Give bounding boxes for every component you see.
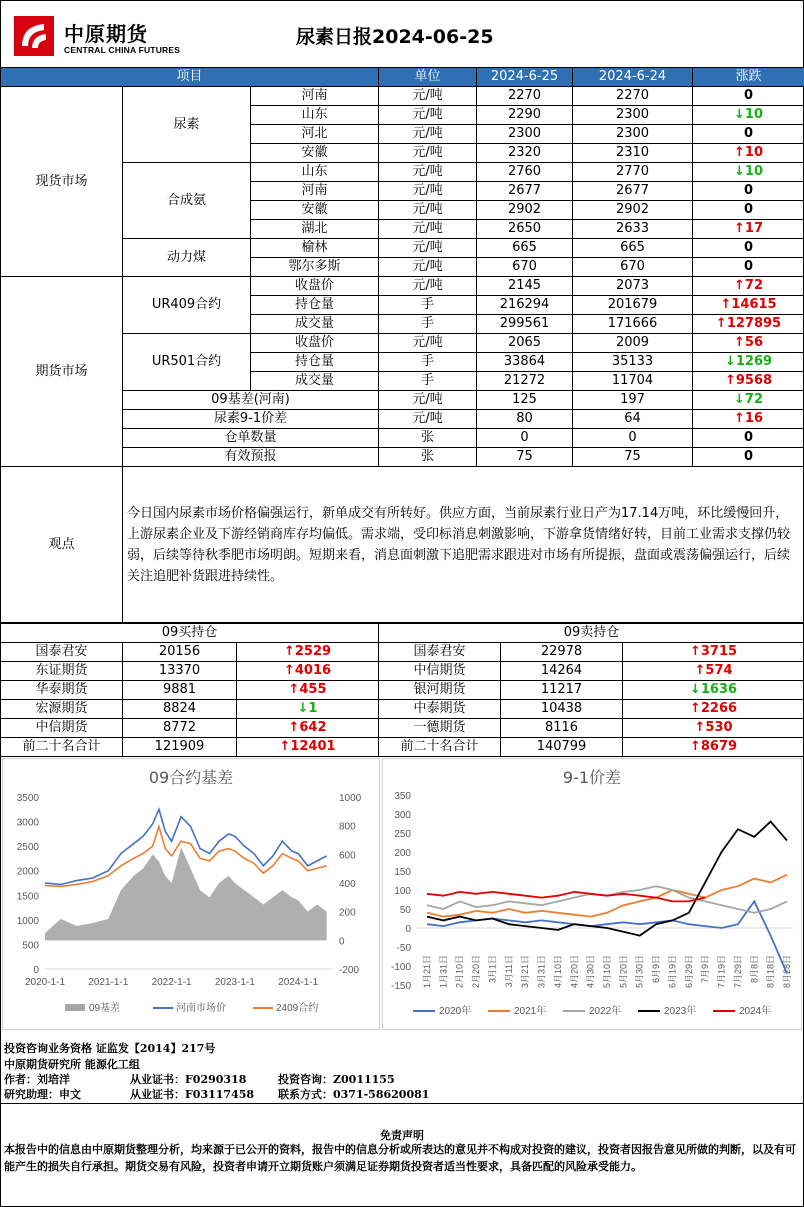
report-header — [0, 0, 804, 67]
row-value-previous: 2073 — [573, 277, 693, 296]
positions-header-row — [1, 624, 804, 643]
row-value-previous: 11704 — [573, 372, 693, 391]
row-value-previous: 2633 — [573, 220, 693, 239]
buy-change: ↑642 — [237, 719, 379, 738]
row-unit: 元/吨 — [379, 144, 477, 163]
row-value-current: 2320 — [477, 144, 573, 163]
y-tick-label: 300 — [394, 810, 411, 821]
sell-change: ↑574 — [623, 662, 804, 681]
footer-assistant: 研究助理：申文 — [4, 1088, 81, 1101]
x-tick-label: 7月19日 — [716, 955, 727, 989]
sell-broker: 中信期货 — [379, 662, 501, 681]
row-change: 0 — [693, 258, 804, 277]
sell-volume: 22978 — [501, 643, 623, 662]
col-header-unit: 单位 — [379, 68, 477, 87]
logo-english-name: CENTRAL CHINA FUTURES — [64, 45, 181, 55]
row-change: ↓10 — [693, 106, 804, 125]
row-name: 收盘价 — [251, 277, 379, 296]
sell-broker: 前二十名合计 — [379, 738, 501, 757]
basis-chart — [2, 758, 380, 1030]
company-logo-icon — [14, 16, 54, 56]
footer-author-consult: 投资咨询：Z0011155 — [278, 1073, 395, 1086]
y-right-tick-label: 800 — [339, 821, 356, 833]
row-name: 河南 — [251, 182, 379, 201]
positions-row — [1, 662, 804, 681]
row-name: 安徽 — [251, 144, 379, 163]
legend-label-basis: 09基差 — [89, 1003, 121, 1014]
row-value-current: 0 — [477, 429, 573, 448]
legend-label: 2023年 — [664, 1006, 697, 1017]
sell-volume: 14264 — [501, 662, 623, 681]
section-label: 期货市场 — [1, 277, 123, 467]
y-tick-label: -100 — [390, 962, 411, 973]
col-header-change: 涨跌 — [693, 68, 804, 87]
group-label: 动力煤 — [123, 239, 251, 277]
view-label: 观点 — [1, 467, 123, 623]
row-value-current: 2760 — [477, 163, 573, 182]
row-unit: 张 — [379, 448, 477, 467]
row-name: 湖北 — [251, 220, 379, 239]
row-value-current: 299561 — [477, 315, 573, 334]
row-change: ↑16 — [693, 410, 804, 429]
x-tick-label: 5月30日 — [634, 955, 645, 989]
sell-volume: 11217 — [501, 681, 623, 700]
x-tick-label: 2024-1-1 — [278, 977, 319, 988]
row-value-current: 2300 — [477, 125, 573, 144]
x-tick-label: 5月20日 — [618, 955, 629, 989]
row-change: 0 — [693, 87, 804, 106]
x-tick-label: 2021-1-1 — [88, 977, 129, 988]
buy-change: ↑455 — [237, 681, 379, 700]
col-header-item: 项目 — [1, 68, 379, 87]
x-tick-label: 8月8日 — [749, 955, 760, 984]
y-tick-label: 150 — [394, 867, 411, 878]
row-unit: 元/吨 — [379, 410, 477, 429]
group-label: UR501合约 — [123, 334, 251, 391]
y-left-tick-label: 1500 — [16, 891, 39, 903]
y-left-tick-label: 500 — [22, 940, 39, 952]
row-name: 河南 — [251, 87, 379, 106]
row-value-previous: 2300 — [573, 125, 693, 144]
x-tick-label: 6月29日 — [683, 955, 694, 989]
x-tick-label: 7月9日 — [700, 955, 711, 984]
y-right-tick-label: 400 — [339, 879, 356, 890]
row-name: 持仓量 — [251, 296, 379, 315]
row-value-current: 75 — [477, 448, 573, 467]
row-name: 榆林 — [251, 239, 379, 258]
row-value-current: 665 — [477, 239, 573, 258]
row-change: ↑10 — [693, 144, 804, 163]
buy-positions-title: 09买持仓 — [1, 624, 379, 643]
x-tick-label: 4月30日 — [585, 955, 596, 989]
y-right-tick-label: -200 — [339, 965, 360, 976]
row-name: 成交量 — [251, 315, 379, 334]
y-left-tick-label: 2000 — [16, 866, 39, 878]
row-value-previous: 2300 — [573, 106, 693, 125]
buy-broker: 华泰期货 — [1, 681, 123, 700]
row-name: 山东 — [251, 106, 379, 125]
row-change: ↑72 — [693, 277, 804, 296]
basis-chart-title: 09合约基差 — [148, 768, 234, 787]
buy-change: ↓1 — [237, 700, 379, 719]
spread-chart — [382, 758, 802, 1030]
row-value-current: 2650 — [477, 220, 573, 239]
row-unit: 元/吨 — [379, 239, 477, 258]
row-unit: 元/吨 — [379, 220, 477, 239]
col-header-date-previous: 2024-6-24 — [573, 68, 693, 87]
row-value-previous: 2770 — [573, 163, 693, 182]
buy-volume: 13370 — [123, 662, 237, 681]
row-unit: 元/吨 — [379, 277, 477, 296]
y-right-tick-label: 1000 — [339, 793, 362, 804]
y-right-tick-label: 0 — [339, 936, 345, 948]
row-unit: 元/吨 — [379, 106, 477, 125]
legend-label-henan: 河南市场价 — [176, 1003, 226, 1014]
y-tick-label: 0 — [405, 924, 411, 935]
legend-label-2409: 2409合约 — [276, 1003, 319, 1014]
row-name: 仓单数量 — [123, 429, 379, 448]
row-change: ↑17 — [693, 220, 804, 239]
footer-assistant-cert: 从业证书：F03117458 — [130, 1088, 255, 1101]
row-unit: 元/吨 — [379, 391, 477, 410]
sell-positions-title: 09卖持仓 — [379, 624, 804, 643]
row-change: ↓10 — [693, 163, 804, 182]
buy-broker: 东证期货 — [1, 662, 123, 681]
legend-label: 2024年 — [739, 1006, 772, 1017]
positions-row — [1, 738, 804, 757]
buy-broker: 宏源期货 — [1, 700, 123, 719]
table-header-row — [1, 68, 804, 87]
row-unit: 手 — [379, 353, 477, 372]
row-unit: 元/吨 — [379, 258, 477, 277]
x-tick-label: 1月31日 — [438, 955, 449, 989]
y-tick-label: 50 — [399, 905, 411, 916]
y-tick-label: 350 — [394, 791, 411, 802]
y-left-tick-label: 2500 — [16, 842, 39, 854]
y-right-tick-label: 600 — [339, 850, 356, 862]
sell-change: ↑8679 — [623, 738, 804, 757]
sell-broker: 中泰期货 — [379, 700, 501, 719]
logo-chinese-name: 中原期货 — [64, 22, 148, 46]
sell-volume: 10438 — [501, 700, 623, 719]
spread-chart-plot — [383, 759, 801, 1029]
row-value-current: 80 — [477, 410, 573, 429]
legend-label: 2021年 — [514, 1006, 547, 1017]
positions-row — [1, 700, 804, 719]
buy-volume: 8824 — [123, 700, 237, 719]
series-line-2022年 — [427, 886, 787, 913]
legend-swatch-basis — [65, 1004, 85, 1011]
basis-area — [45, 847, 327, 940]
x-tick-label: 7月29日 — [732, 955, 743, 989]
report-title: 尿素日报2024-06-25 — [296, 26, 494, 48]
sell-volume: 8116 — [501, 719, 623, 738]
y-tick-label: -50 — [396, 943, 411, 954]
x-tick-label: 3月21日 — [520, 955, 531, 989]
sell-broker: 银河期货 — [379, 681, 501, 700]
sell-broker: 一德期货 — [379, 719, 501, 738]
row-value-previous: 197 — [573, 391, 693, 410]
buy-broker: 国泰君安 — [1, 643, 123, 662]
row-change: 0 — [693, 448, 804, 467]
buy-broker: 中信期货 — [1, 719, 123, 738]
footer-author: 作者：刘培洋 — [4, 1073, 70, 1086]
y-tick-label: 200 — [394, 848, 411, 859]
row-name: 尿素9-1价差 — [123, 410, 379, 429]
row-change: 0 — [693, 429, 804, 448]
row-unit: 元/吨 — [379, 334, 477, 353]
table-row — [1, 87, 804, 106]
row-change: 0 — [693, 239, 804, 258]
row-change: ↑127895 — [693, 315, 804, 334]
row-value-current: 2290 — [477, 106, 573, 125]
row-unit: 元/吨 — [379, 163, 477, 182]
x-tick-label: 4月20日 — [569, 955, 580, 989]
y-tick-label: 100 — [394, 886, 411, 897]
row-unit: 手 — [379, 296, 477, 315]
y-right-tick-label: 200 — [339, 907, 356, 919]
buy-volume: 9881 — [123, 681, 237, 700]
positions-row — [1, 643, 804, 662]
sell-change: ↑530 — [623, 719, 804, 738]
row-value-current: 2677 — [477, 182, 573, 201]
section-label: 现货市场 — [1, 87, 123, 277]
positions-row — [1, 681, 804, 700]
row-name: 有效预报 — [123, 448, 379, 467]
legend-label: 2022年 — [589, 1006, 622, 1017]
row-value-previous: 2677 — [573, 182, 693, 201]
x-tick-label: 2022-1-1 — [151, 977, 192, 988]
col-header-date-current: 2024-6-25 — [477, 68, 573, 87]
row-unit: 元/吨 — [379, 201, 477, 220]
row-value-current: 2065 — [477, 334, 573, 353]
legend-label: 2020年 — [439, 1006, 472, 1017]
row-value-current: 670 — [477, 258, 573, 277]
x-tick-label: 4月10日 — [552, 955, 563, 989]
buy-broker: 前二十名合计 — [1, 738, 123, 757]
x-tick-label: 8月28日 — [782, 955, 792, 989]
buy-change: ↑12401 — [237, 738, 379, 757]
row-value-previous: 75 — [573, 448, 693, 467]
sell-change: ↓1636 — [623, 681, 804, 700]
footer-qualification: 投资咨询业务资格 证监发【2014】217号 — [4, 1042, 216, 1055]
y-tick-label: 250 — [394, 829, 411, 840]
x-tick-label: 3月1日 — [487, 955, 498, 984]
row-name: 收盘价 — [251, 334, 379, 353]
row-value-current: 125 — [477, 391, 573, 410]
disclaimer-title: 免责声明 — [380, 1129, 424, 1142]
row-name: 持仓量 — [251, 353, 379, 372]
row-value-previous: 2270 — [573, 87, 693, 106]
row-value-previous: 35133 — [573, 353, 693, 372]
table-row — [1, 277, 804, 296]
footer-contact: 联系方式：0371-58620081 — [278, 1088, 430, 1101]
row-name: 安徽 — [251, 201, 379, 220]
row-value-previous: 64 — [573, 410, 693, 429]
x-tick-label: 2月10日 — [454, 955, 465, 989]
row-unit: 手 — [379, 315, 477, 334]
positions-table — [0, 623, 804, 757]
y-left-tick-label: 0 — [33, 965, 39, 976]
row-value-previous: 670 — [573, 258, 693, 277]
row-change: ↑9568 — [693, 372, 804, 391]
footer-author-cert: 从业证书：F0290318 — [130, 1073, 247, 1086]
buy-volume: 8772 — [123, 719, 237, 738]
row-change: ↓72 — [693, 391, 804, 410]
view-text: 今日国内尿素市场价格偏强运行，新单成交有所转好。供应方面，当前尿素行业日产为17.14万吨，环比缓慢回升，上游尿素企业及下游经销商库存均偏低。需求端，受印标消息刺激影响，下游拿货情绪好转，目前工业需求支撑仍较弱，后续等待秋季肥市场明朗。短期来看，消息面刺激下追肥需求跟进对市场有所提振，盘面或震荡偏强运行，后续关注追肥补货跟进持续性。 — [123, 467, 804, 623]
row-value-current: 2902 — [477, 201, 573, 220]
x-tick-label: 1月21日 — [422, 955, 432, 989]
row-name: 成交量 — [251, 372, 379, 391]
row-value-previous: 2009 — [573, 334, 693, 353]
row-name: 09基差(河南) — [123, 391, 379, 410]
disclaimer-text: 本报告中的信息由中原期货整理分析，均来源于已公开的资料，报告中的信息分析或所表达的意见并不构成对投资的建议，投资者因报告意见所做的判断，以及有可能产生的损失自行承担。期货交易有风险，投资者申请开立期货账户须满足证券期货投资者适当性要求，具备匹配的风险承受能力。 — [4, 1143, 796, 1173]
market-data-table — [0, 67, 804, 623]
row-value-current: 33864 — [477, 353, 573, 372]
group-label: UR409合约 — [123, 277, 251, 334]
x-tick-label: 8月18日 — [765, 955, 776, 989]
group-label: 尿素 — [123, 87, 251, 163]
row-value-current: 21272 — [477, 372, 573, 391]
row-value-previous: 0 — [573, 429, 693, 448]
row-value-previous: 2310 — [573, 144, 693, 163]
view-row — [1, 467, 804, 623]
positions-row — [1, 719, 804, 738]
row-unit: 手 — [379, 372, 477, 391]
footer-divider — [0, 1103, 804, 1104]
x-tick-label: 5月10日 — [602, 955, 612, 989]
basis-chart-plot — [3, 759, 379, 1029]
row-change: 0 — [693, 182, 804, 201]
row-unit: 张 — [379, 429, 477, 448]
sell-change: ↑2266 — [623, 700, 804, 719]
sell-change: ↑3715 — [623, 643, 804, 662]
row-value-previous: 665 — [573, 239, 693, 258]
sell-broker: 国泰君安 — [379, 643, 501, 662]
x-tick-label: 2月20日 — [471, 955, 482, 989]
row-unit: 元/吨 — [379, 125, 477, 144]
row-value-current: 216294 — [477, 296, 573, 315]
sell-volume: 140799 — [501, 738, 623, 757]
row-change: ↑56 — [693, 334, 804, 353]
x-tick-label: 3月11日 — [503, 955, 514, 988]
series-line-2023年 — [427, 822, 787, 936]
row-unit: 元/吨 — [379, 87, 477, 106]
row-value-previous: 201679 — [573, 296, 693, 315]
x-tick-label: 2023-1-1 — [214, 977, 255, 988]
row-value-current: 2270 — [477, 87, 573, 106]
row-name: 河北 — [251, 125, 379, 144]
row-value-previous: 171666 — [573, 315, 693, 334]
spread-chart-title: 9-1价差 — [562, 768, 622, 787]
row-change: ↓1269 — [693, 353, 804, 372]
buy-volume: 20156 — [123, 643, 237, 662]
buy-volume: 121909 — [123, 738, 237, 757]
x-tick-label: 3月31日 — [536, 955, 547, 989]
buy-change: ↑2529 — [237, 643, 379, 662]
row-unit: 元/吨 — [379, 182, 477, 201]
row-change: 0 — [693, 201, 804, 220]
row-change: 0 — [693, 125, 804, 144]
row-name: 鄂尔多斯 — [251, 258, 379, 277]
x-tick-label: 6月19日 — [667, 955, 678, 989]
y-left-tick-label: 1000 — [16, 915, 39, 927]
row-value-previous: 2902 — [573, 201, 693, 220]
group-label: 合成氨 — [123, 163, 251, 239]
y-left-tick-label: 3500 — [16, 793, 39, 804]
y-left-tick-label: 3000 — [16, 817, 39, 829]
x-tick-label: 2020-1-1 — [24, 977, 66, 988]
row-change: ↑14615 — [693, 296, 804, 315]
x-tick-label: 6月9日 — [651, 955, 662, 984]
row-name: 山东 — [251, 163, 379, 182]
buy-change: ↑4016 — [237, 662, 379, 681]
footer-department: 中原期货研究所 能源化工组 — [4, 1058, 140, 1071]
y-tick-label: -150 — [390, 981, 411, 992]
row-value-current: 2145 — [477, 277, 573, 296]
